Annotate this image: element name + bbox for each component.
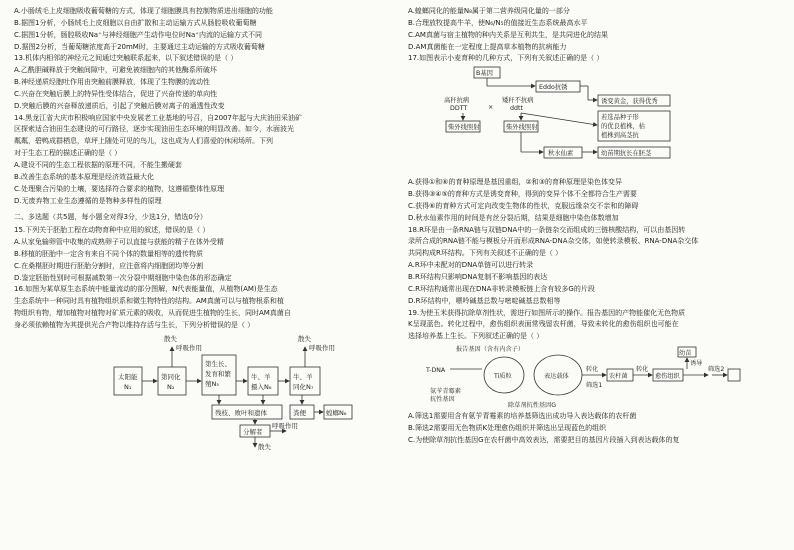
option-line: C.AM真菌与宿主植物的种内关系是互利共生，是共同进化的结果: [408, 30, 608, 39]
question-18-stem: 18.R环是由一条RNA链与双链DNA中的一条链杂交而组成的三链核酸结构，可以由基因转: [408, 225, 686, 234]
option-line: D.秋水仙素作用的时间是有丝分裂后期，结果是细胞中染色体数增加: [408, 213, 619, 222]
resp-label: 呼吸作用: [272, 421, 298, 430]
question-16-stem: 16.如图为某草原生态系统中能量流动的部分图解，N代表能量值，从植物(AM)是生态: [14, 285, 278, 294]
lost-label: 散失: [258, 442, 271, 451]
right-column: [408, 6, 784, 447]
lost-label: 散失: [298, 334, 311, 343]
litter-label: 残枝、败叶和遗体: [215, 408, 267, 417]
option-line: C.R环结构通常出现在DNA非转录模板链上含有较多G的片段: [408, 284, 595, 293]
question-18-stem: 共同构成R环结构。下列有关叙述不正确的是（ ）: [408, 249, 563, 258]
question-14-stem: 粼粼，碧鸭成群栖息，草坪上随处可见的鸟儿，这也成为人们喜爱的休闲场所。下列: [14, 137, 273, 146]
option-line: B.据图1分析，小肠绒毛上皮细胞以自由扩散和主动运输方式从肠腔吸收葡萄糖: [14, 18, 257, 27]
parent1-label: 高秆抗病: [444, 97, 470, 105]
cross-sign: ×: [488, 104, 494, 112]
option-line: A.建设不同的生态工程依据的原理不同，不能生搬硬套: [14, 160, 182, 169]
option-line: D.AM真菌能在一定程度上提高草本植物的抗病能力: [408, 42, 567, 51]
option-line: A.蝗螂同化的能量N₈属于第二营养级同化量的一部分: [408, 7, 570, 15]
decomposer-label: 分解者: [243, 427, 263, 436]
amp-label: 氨苄青霉素: [430, 388, 461, 396]
option-line: A.小肠绒毛上皮细胞吸收葡萄糖的方式，体现了细胞膜具有控制物质进出细胞的功能: [14, 7, 273, 15]
mantis-label: 蝗螂N₈: [326, 408, 347, 417]
question-18-stem: 录所合成的RNA链不能与模板分开而形成RNA-DNA杂交体，如使转录模板、RNA-DNA杂交体: [408, 237, 699, 246]
lost-label: 散失: [164, 334, 177, 343]
option-line: C.为使除草剂抗性基因G在农杆菌中高效表达，需要把目的基因片段插入到表达载体的复: [408, 435, 680, 444]
resp-label: 呼吸作用: [176, 343, 202, 352]
vector-label: 表达载体: [544, 373, 569, 381]
assim-label: 同化N₇: [293, 382, 314, 391]
sun-n: N₁: [124, 382, 132, 391]
induce-label: 诱导: [690, 360, 703, 368]
option-line: D.突触后膜的兴奋释放递质后，引起了突触后膜对离子的通透性改变: [14, 101, 225, 110]
option-line: B.获得③④⑤的育种方式是诱变育种，得到的变异个体不全都符合生产需要: [408, 190, 637, 199]
option-line: C.据图1分析，肠腔吸收Na⁺与神经细胞产生动作电位时Na⁺内流的运输方式不同: [14, 30, 263, 39]
option-line: C.在桑椹胚时期进行胚胎分割时，应注意将内细胞团均等分割: [14, 261, 204, 270]
intake-label: 摄入N₆: [251, 382, 272, 391]
option-line: B.R环结构只影响DNA复制不影响基因的表达: [408, 272, 548, 281]
option-line: A.筛选1需要用含有氨苄青霉素的培养基筛选出成功导入表达载体的农杆菌: [408, 412, 637, 421]
option-line: C.获得⑥的育种方式可定向改变生物体的性状，克服远缘杂交不亲和的障碍: [408, 201, 639, 210]
parent2-label: 矮秆不抗病: [502, 97, 534, 105]
option-line: D.据图2分析，当葡萄糖浓度高于20mM时，主要通过主动运输的方式吸收葡萄糖: [14, 42, 265, 51]
option-line: A.R环中未配对的DNA单链可以进行转录: [408, 261, 534, 270]
screen1-label: 筛选1: [586, 382, 603, 390]
question-19-stem: 选择培养基上生长。下列叙述正确的是（ ）: [408, 332, 544, 341]
result-label-2: 植株到高茎抗: [601, 132, 639, 140]
growth-label: 第生长、: [205, 359, 231, 368]
option-line: B.筛选2需要用无色物质K处理愈伤组织并筛选出呈现蓝色的组织: [408, 423, 607, 432]
result-label-3: 幼苗期抗长在胚茎: [601, 150, 652, 158]
option-line: D.鉴定胚胎性别时可根据减数第一次分裂中期细胞中染色体的形态确定: [14, 273, 232, 282]
screen2-label: 筛选2: [708, 366, 725, 374]
energy-flow-diagram: [14, 333, 390, 451]
colchicine-label: 秋水仙素: [548, 150, 574, 158]
feces-label: 粪便: [293, 408, 306, 417]
producer-n: N₂: [167, 382, 175, 391]
result-label-2: 的优良植株，枯: [601, 123, 646, 131]
transform1-label: 转化: [586, 366, 599, 374]
parent2-genotype: ddtt: [510, 105, 523, 113]
ti-label: Ti质粒: [494, 373, 512, 381]
result-label-1: 诱变黄金，获得优秀: [601, 98, 658, 106]
parent1-genotype: DDTT: [450, 105, 468, 113]
tdna-label: T-DNA: [426, 367, 446, 375]
question-14-stem: 区探索适合油田生态建设的可行路径，逐步实现油田生态环境的明显改善。如今，水面波光: [14, 125, 294, 134]
question-16-stem: 生态系统中一种同时具有植物组织系和微生物特性的结构。AM真菌可以与植物根系和植: [14, 297, 284, 306]
bacteria-label: Eddo抗锈: [539, 84, 568, 92]
transformation-diagram: [408, 343, 784, 411]
question-14-stem: 14.黑龙江省大庆市积极响应国家中央发展老工业基地的号召，自2007年起与大庆油田采油矿: [14, 113, 302, 122]
question-19-stem: K呈现蓝色。转化过程中，愈伤组织表面常残留农杆菌，导致未转化的愈伤组织也可能在: [408, 320, 679, 329]
report-gene-label: 报告基因（含有内含子）: [456, 346, 525, 354]
option-line: B.改善生态系统的基本原理是经济效益最大化: [14, 172, 155, 181]
question-16-stem: 身必须依赖植物为其提供光合产物以维持存活与生长，下列分析错误的是（ ）: [14, 320, 255, 329]
end-box: [728, 369, 740, 381]
gene-label: B基因: [476, 70, 493, 78]
intake-label: 牛、羊: [251, 372, 271, 381]
result-label-2: 若选品种子形: [601, 114, 639, 122]
question-16-stem: 物组织有物，增加植物对植物对矿质元素的吸收，从而促进生植物的生长，同时AM真菌自: [14, 309, 291, 318]
question-14-stem: 对于生态工程的描述正确的是（ ）: [14, 149, 122, 158]
growth-label: 发育和繁: [205, 369, 231, 378]
sun-label: 太阳能: [118, 372, 138, 381]
question-13-stem: 13.机体内相邻的神经元之间通过突触联系起来，以下叙述错误的是（ ）: [14, 54, 238, 63]
assim-label: 牛、羊: [293, 372, 313, 381]
question-19-stem: 19.为使玉米获得抗除草剂性状，需进行如图所示的操作。报告基因的产物能催化无色物质: [408, 308, 686, 317]
option-line: D.无废弃物工业生态遵循的是物种多样性的原理: [14, 196, 162, 205]
option-line: A.乙酰胆碱释放于突触间隙中，可避免被细胞内的其他酶系所破坏: [14, 66, 217, 75]
option-line: D.R环结构中，嘌呤碱基总数与嘧啶碱基总数相等: [408, 296, 561, 305]
option-line: A.从家兔输卵管中收集的成熟卵子可以直接与获能的精子在体外受精: [14, 238, 224, 247]
question-15-stem: 15.下列关于胚胎工程在动物育种中应用的叙述，错误的是（ ）: [14, 226, 210, 235]
option-line: B.移植的胚胎中一定含有来自不同个体的数量相等的遗传物质: [14, 249, 204, 258]
option-line: A.获得①和⑥的育种原理是基因重组，②和③的育种原理是染色体变异: [408, 178, 622, 187]
option-line: B.神经递质经胞吐作用由突触前膜释放，体现了生物膜的流动性: [14, 78, 211, 87]
resp-label: 呼吸作用: [309, 343, 335, 352]
breeding-diagram: [408, 65, 784, 177]
transform2-label: 转化: [636, 366, 649, 374]
option-line: C.兴奋在突触后膜上的特异性受体结合，促进了兴奋传递的单向性: [14, 89, 218, 98]
seedling-label: 幼苗: [679, 350, 692, 358]
left-column: [14, 6, 390, 451]
ampr-label: 抗性基因: [430, 396, 455, 404]
agro-label: 农杆菌: [609, 373, 628, 381]
section-heading: 二、多选题（共5题，每小题全对得3分，少选1分，错选0分）: [14, 213, 207, 222]
herbicide-gene-label: 除草剂抗性基因G: [508, 402, 557, 410]
option-line: B.合理放牧提高牛羊，使N₆/N₅的值接近生态系统最高水平: [408, 18, 588, 27]
question-17-stem: 17.如图表示小麦育种的几种方式，下列有关叙述正确的是（ ）: [408, 54, 604, 63]
option-line: C.处理聚合污染的土壤，要选择符合要求的植物，这遵循整体性原理: [14, 184, 225, 193]
uv-label-2: 柴外线照射: [506, 124, 538, 132]
growth-label: 殖N₅: [205, 379, 219, 388]
uv-label-1: 柴外线照射: [448, 124, 480, 132]
callus-label: 愈伤组织: [655, 373, 680, 381]
producer-label: 第同化: [161, 372, 181, 381]
